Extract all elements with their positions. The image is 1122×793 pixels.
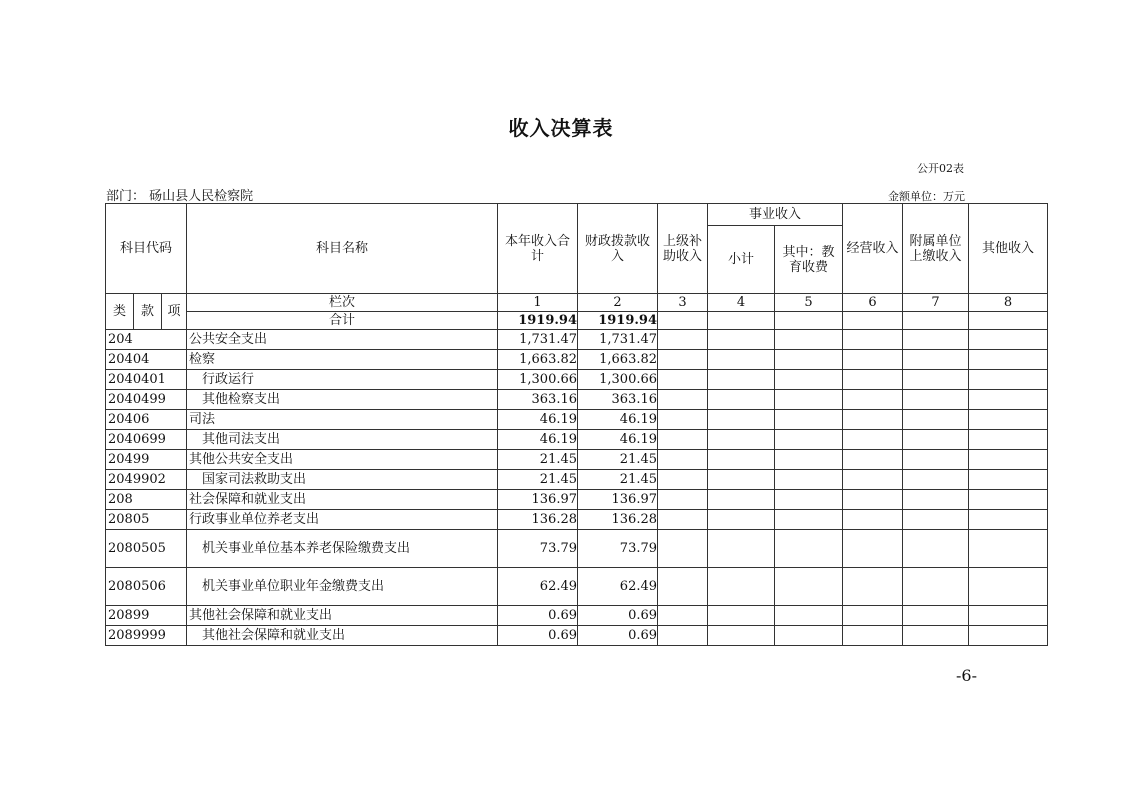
empty-cell: [903, 568, 969, 606]
row-fiscal: 1,300.66: [578, 370, 658, 390]
empty-cell: [969, 330, 1048, 350]
empty-cell: [775, 330, 843, 350]
table-row: [106, 568, 1048, 606]
row-total: 46.19: [498, 430, 578, 450]
empty-cell: [969, 510, 1048, 530]
empty-cell: [969, 350, 1048, 370]
empty-cell: [843, 450, 903, 470]
empty-cell: [775, 390, 843, 410]
empty-cell: [969, 626, 1048, 646]
empty-cell: [969, 490, 1048, 510]
empty-cell: [708, 370, 775, 390]
row-name: 其他公共安全支出: [187, 450, 498, 470]
empty-cell: [775, 626, 843, 646]
row-fiscal: 0.69: [578, 606, 658, 626]
table-row: [106, 410, 1048, 430]
column-number-row: [106, 294, 1048, 312]
row-code: 208: [106, 490, 187, 510]
row-name: 国家司法救助支出: [187, 470, 498, 490]
empty-cell: [708, 430, 775, 450]
row-code: 20404: [106, 350, 187, 370]
row-code: 2040699: [106, 430, 187, 450]
empty-cell: [775, 470, 843, 490]
empty-cell: [903, 470, 969, 490]
header-subtotal: 小计: [708, 226, 775, 294]
amount-unit: 金额单位：万元: [888, 190, 965, 203]
empty-cell: [903, 530, 969, 568]
empty-cell: [658, 410, 708, 430]
row-total: 0.69: [498, 606, 578, 626]
row-total: 46.19: [498, 410, 578, 430]
header-affiliated: 附属单位上缴收入: [903, 204, 969, 294]
table-row: [106, 390, 1048, 410]
empty-cell: [903, 430, 969, 450]
empty-cell: [969, 470, 1048, 490]
empty-cell: [708, 390, 775, 410]
table-row: [106, 626, 1048, 646]
row-name: 机关事业单位职业年金缴费支出: [187, 568, 498, 606]
row-code: 2040401: [106, 370, 187, 390]
empty-cell: [658, 606, 708, 626]
col-no-3: 3: [658, 294, 708, 312]
table-row: [106, 470, 1048, 490]
empty-cell: [708, 606, 775, 626]
col-no-8: 8: [969, 294, 1048, 312]
empty-cell: [708, 568, 775, 606]
header-xiang: 项: [162, 294, 187, 330]
row-name: 其他社会保障和就业支出: [187, 626, 498, 646]
row-fiscal: 1,731.47: [578, 330, 658, 350]
empty-cell: [843, 370, 903, 390]
row-code: 2049902: [106, 470, 187, 490]
empty-cell: [903, 410, 969, 430]
empty-cell: [658, 390, 708, 410]
empty-cell: [658, 568, 708, 606]
empty-cell: [708, 470, 775, 490]
empty-cell: [843, 470, 903, 490]
empty-cell: [708, 410, 775, 430]
row-total: 1,663.82: [498, 350, 578, 370]
header-operating: 经营收入: [843, 204, 903, 294]
row-total: 136.28: [498, 510, 578, 530]
row-total: 73.79: [498, 530, 578, 568]
header-fiscal: 财政拨款收入: [578, 204, 658, 294]
row-name: 行政事业单位养老支出: [187, 510, 498, 530]
empty-cell: [658, 370, 708, 390]
col-no-4: 4: [708, 294, 775, 312]
page-number: -6-: [956, 666, 977, 685]
empty-cell: [969, 606, 1048, 626]
income-table: [105, 203, 1048, 646]
table-row: [106, 530, 1048, 568]
empty-cell: [775, 370, 843, 390]
empty-cell: [658, 430, 708, 450]
empty-cell: [903, 450, 969, 470]
row-total: 363.16: [498, 390, 578, 410]
row-code: 20406: [106, 410, 187, 430]
col-no-1: 1: [498, 294, 578, 312]
empty-cell: [843, 510, 903, 530]
row-code: 20805: [106, 510, 187, 530]
header-name: 科目名称: [187, 204, 498, 294]
col-no-6: 6: [843, 294, 903, 312]
row-code: 20899: [106, 606, 187, 626]
empty-cell: [903, 490, 969, 510]
row-fiscal: 46.19: [578, 410, 658, 430]
row-code: 2040499: [106, 390, 187, 410]
header-row: [106, 204, 1048, 226]
empty-cell: [708, 490, 775, 510]
row-total: 21.45: [498, 450, 578, 470]
empty-cell: [969, 450, 1048, 470]
header-total: 本年收入合计: [498, 204, 578, 294]
table-row: [106, 370, 1048, 390]
row-fiscal: 363.16: [578, 390, 658, 410]
row-fiscal: 73.79: [578, 530, 658, 568]
row-total: 0.69: [498, 626, 578, 646]
empty-cell: [969, 530, 1048, 568]
empty-cell: [658, 470, 708, 490]
row-fiscal: 62.49: [578, 568, 658, 606]
department-label: 部门： 砀山县人民检察院: [106, 189, 254, 204]
empty-cell: [843, 330, 903, 350]
empty-cell: [903, 606, 969, 626]
empty-cell: [775, 350, 843, 370]
col-no-7: 7: [903, 294, 969, 312]
empty-cell: [658, 490, 708, 510]
row-code: 204: [106, 330, 187, 350]
empty-cell: [969, 430, 1048, 450]
table-row: [106, 510, 1048, 530]
form-number: 公开02表: [917, 162, 964, 175]
table-row: [106, 330, 1048, 350]
row-fiscal: 136.97: [578, 490, 658, 510]
row-name: 其他社会保障和就业支出: [187, 606, 498, 626]
empty-cell: [708, 510, 775, 530]
empty-cell: [843, 430, 903, 450]
row-code: 2080506: [106, 568, 187, 606]
empty-cell: [843, 490, 903, 510]
empty-cell: [843, 626, 903, 646]
header-code: 科目代码: [106, 204, 187, 294]
empty-cell: [843, 390, 903, 410]
empty-cell: [969, 390, 1048, 410]
empty-cell: [969, 568, 1048, 606]
table-row: [106, 450, 1048, 470]
empty-cell: [658, 530, 708, 568]
empty-cell: [843, 606, 903, 626]
summary-total: 1919.94: [498, 312, 578, 330]
row-name: 其他检察支出: [187, 390, 498, 410]
empty-cell: [658, 450, 708, 470]
header-subsidy: 上级补助收入: [658, 204, 708, 294]
empty-cell: [708, 530, 775, 568]
empty-cell: [708, 350, 775, 370]
summary-row: [106, 312, 1048, 330]
empty-cell: [658, 350, 708, 370]
empty-cell: [903, 510, 969, 530]
row-code: 2089999: [106, 626, 187, 646]
summary-label: 合计: [187, 312, 498, 330]
row-name: 社会保障和就业支出: [187, 490, 498, 510]
row-fiscal: 1,663.82: [578, 350, 658, 370]
empty-cell: [775, 410, 843, 430]
empty-cell: [903, 626, 969, 646]
header-lei: 类: [106, 294, 134, 330]
empty-cell: [969, 370, 1048, 390]
empty-cell: [843, 568, 903, 606]
header-other: 其他收入: [969, 204, 1048, 294]
row-name: 检察: [187, 350, 498, 370]
row-fiscal: 21.45: [578, 450, 658, 470]
row-total: 62.49: [498, 568, 578, 606]
table-row: [106, 606, 1048, 626]
row-code: 2080505: [106, 530, 187, 568]
table-row: [106, 490, 1048, 510]
row-total: 1,731.47: [498, 330, 578, 350]
row-fiscal: 0.69: [578, 626, 658, 646]
header-kuan: 款: [134, 294, 162, 330]
row-name: 机关事业单位基本养老保险缴费支出: [187, 530, 498, 568]
empty-cell: [708, 450, 775, 470]
row-code: 20499: [106, 450, 187, 470]
empty-cell: [903, 330, 969, 350]
empty-cell: [775, 430, 843, 450]
empty-cell: [843, 410, 903, 430]
empty-cell: [658, 626, 708, 646]
empty-cell: [843, 350, 903, 370]
empty-cell: [775, 450, 843, 470]
column-no-label: 栏次: [187, 294, 498, 312]
header-edu-fee: 其中：教育收费: [775, 226, 843, 294]
empty-cell: [708, 626, 775, 646]
row-name: 公共安全支出: [187, 330, 498, 350]
row-fiscal: 136.28: [578, 510, 658, 530]
col-no-2: 2: [578, 294, 658, 312]
empty-cell: [658, 510, 708, 530]
empty-cell: [775, 510, 843, 530]
empty-cell: [969, 410, 1048, 430]
empty-cell: [903, 370, 969, 390]
table-row: [106, 350, 1048, 370]
empty-cell: [775, 606, 843, 626]
empty-cell: [775, 530, 843, 568]
empty-cell: [708, 330, 775, 350]
header-business-income: 事业收入: [708, 204, 843, 226]
empty-cell: [658, 330, 708, 350]
row-name: 行政运行: [187, 370, 498, 390]
row-total: 21.45: [498, 470, 578, 490]
row-fiscal: 46.19: [578, 430, 658, 450]
empty-cell: [903, 350, 969, 370]
empty-cell: [843, 530, 903, 568]
col-no-5: 5: [775, 294, 843, 312]
empty-cell: [903, 390, 969, 410]
row-name: 司法: [187, 410, 498, 430]
page-title: 收入决算表: [508, 116, 614, 140]
row-total: 1,300.66: [498, 370, 578, 390]
empty-cell: [775, 568, 843, 606]
row-name: 其他司法支出: [187, 430, 498, 450]
row-total: 136.97: [498, 490, 578, 510]
summary-fiscal: 1919.94: [578, 312, 658, 330]
empty-cell: [775, 490, 843, 510]
table-row: [106, 430, 1048, 450]
row-fiscal: 21.45: [578, 470, 658, 490]
